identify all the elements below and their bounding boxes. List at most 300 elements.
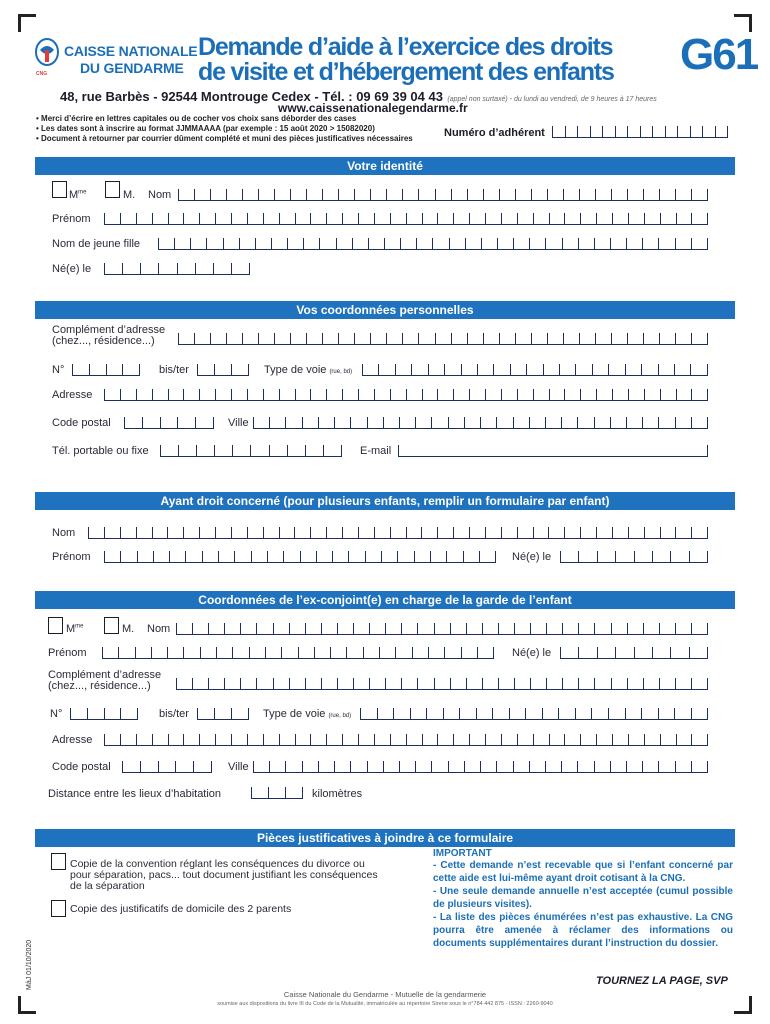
char-cell[interactable] (300, 551, 316, 562)
char-cell[interactable] (612, 389, 628, 400)
char-cell[interactable] (626, 238, 642, 249)
char-cell[interactable] (310, 527, 326, 538)
char-cell[interactable] (627, 678, 643, 689)
char-cell[interactable] (168, 389, 184, 400)
char-cell[interactable] (691, 213, 708, 224)
char-cell[interactable] (461, 364, 477, 375)
birthdate-input[interactable] (104, 263, 250, 275)
char-cell[interactable] (178, 445, 196, 456)
char-cell[interactable] (525, 708, 542, 719)
char-cell[interactable] (549, 389, 565, 400)
char-cell[interactable] (197, 364, 214, 375)
char-cell[interactable] (169, 551, 185, 562)
char-cell[interactable] (594, 623, 610, 634)
char-cell[interactable] (625, 708, 642, 719)
char-cell[interactable] (310, 213, 326, 224)
char-cell[interactable] (634, 551, 652, 562)
char-cell[interactable] (594, 678, 610, 689)
checkbox-mme[interactable] (52, 181, 67, 198)
char-cell[interactable] (226, 333, 242, 344)
child-prenom-input[interactable] (104, 551, 496, 563)
char-cell[interactable] (234, 551, 250, 562)
char-cell[interactable] (594, 417, 610, 428)
char-cell[interactable] (251, 787, 268, 798)
char-cell[interactable] (546, 623, 562, 634)
member-number-input[interactable] (552, 126, 728, 138)
char-cell[interactable] (464, 417, 480, 428)
char-cell[interactable] (295, 389, 311, 400)
char-cell[interactable] (625, 364, 641, 375)
char-cell[interactable] (190, 238, 206, 249)
char-cell[interactable] (406, 734, 422, 745)
char-cell[interactable] (564, 527, 580, 538)
char-cell[interactable] (563, 333, 579, 344)
char-cell[interactable] (177, 417, 195, 428)
char-cell[interactable] (453, 213, 469, 224)
char-cell[interactable] (318, 761, 334, 772)
char-cell[interactable] (517, 389, 533, 400)
char-cell[interactable] (642, 238, 658, 249)
char-cell[interactable] (208, 678, 224, 689)
char-cell[interactable] (515, 189, 531, 200)
char-cell[interactable] (437, 734, 453, 745)
char-cell[interactable] (279, 527, 295, 538)
char-cell[interactable] (477, 364, 493, 375)
char-cell[interactable] (183, 389, 199, 400)
char-cell[interactable] (675, 238, 691, 249)
char-cell[interactable] (702, 126, 715, 137)
char-cell[interactable] (192, 623, 208, 634)
char-cell[interactable] (580, 527, 596, 538)
char-cell[interactable] (353, 623, 369, 634)
char-cell[interactable] (579, 189, 595, 200)
char-cell[interactable] (690, 364, 707, 375)
char-cell[interactable] (122, 263, 140, 274)
char-cell[interactable] (485, 734, 501, 745)
char-cell[interactable] (342, 213, 358, 224)
char-cell[interactable] (334, 417, 350, 428)
char-cell[interactable] (611, 189, 627, 200)
char-cell[interactable] (430, 551, 446, 562)
char-cell[interactable] (451, 333, 467, 344)
char-cell[interactable] (658, 364, 674, 375)
char-cell[interactable] (367, 761, 383, 772)
char-cell[interactable] (590, 126, 603, 137)
char-cell[interactable] (562, 238, 578, 249)
char-cell[interactable] (305, 623, 321, 634)
char-cell[interactable] (626, 761, 642, 772)
char-cell[interactable] (644, 734, 660, 745)
char-cell[interactable] (533, 527, 549, 538)
char-cell[interactable] (418, 189, 434, 200)
char-cell[interactable] (691, 389, 708, 400)
char-cell[interactable] (395, 647, 411, 658)
char-cell[interactable] (231, 389, 247, 400)
char-cell[interactable] (253, 417, 269, 428)
char-cell[interactable] (269, 761, 285, 772)
char-cell[interactable] (461, 647, 477, 658)
char-cell[interactable] (240, 678, 256, 689)
char-cell[interactable] (177, 263, 195, 274)
char-cell[interactable] (231, 527, 247, 538)
char-cell[interactable] (549, 213, 565, 224)
char-cell[interactable] (401, 678, 417, 689)
char-cell[interactable] (263, 527, 279, 538)
char-cell[interactable] (199, 527, 215, 538)
char-cell[interactable] (153, 551, 169, 562)
char-cell[interactable] (183, 213, 199, 224)
char-cell[interactable] (660, 527, 676, 538)
char-cell[interactable] (422, 389, 438, 400)
char-cell[interactable] (634, 647, 652, 658)
char-cell[interactable] (122, 364, 140, 375)
char-cell[interactable] (628, 734, 644, 745)
char-cell[interactable] (231, 213, 247, 224)
char-cell[interactable] (390, 734, 406, 745)
child-birthdate-input[interactable] (560, 551, 708, 563)
char-cell[interactable] (450, 623, 466, 634)
char-cell[interactable] (342, 734, 358, 745)
char-cell[interactable] (615, 647, 633, 658)
char-cell[interactable] (483, 333, 499, 344)
char-cell[interactable] (514, 678, 530, 689)
char-cell[interactable] (274, 189, 290, 200)
char-cell[interactable] (628, 389, 644, 400)
char-cell[interactable] (564, 213, 580, 224)
char-cell[interactable] (353, 678, 369, 689)
char-cell[interactable] (168, 213, 184, 224)
char-cell[interactable] (689, 647, 708, 658)
char-cell[interactable] (481, 238, 497, 249)
char-cell[interactable] (350, 417, 366, 428)
char-cell[interactable] (240, 623, 256, 634)
char-cell[interactable] (578, 623, 594, 634)
char-cell[interactable] (306, 333, 322, 344)
char-cell[interactable] (192, 678, 208, 689)
char-cell[interactable] (547, 189, 563, 200)
char-cell[interactable] (374, 527, 390, 538)
char-cell[interactable] (120, 389, 136, 400)
char-cell[interactable] (450, 678, 466, 689)
ex-numero-input[interactable] (70, 708, 138, 720)
char-cell[interactable] (342, 389, 358, 400)
char-cell[interactable] (410, 708, 427, 719)
char-cell[interactable] (643, 333, 659, 344)
char-cell[interactable] (256, 678, 272, 689)
char-cell[interactable] (136, 734, 152, 745)
char-cell[interactable] (444, 364, 460, 375)
char-cell[interactable] (383, 417, 399, 428)
char-cell[interactable] (218, 551, 234, 562)
char-cell[interactable] (563, 189, 579, 200)
char-cell[interactable] (258, 189, 274, 200)
char-cell[interactable] (242, 333, 258, 344)
char-cell[interactable] (383, 761, 399, 772)
char-cell[interactable] (87, 708, 104, 719)
char-cell[interactable] (152, 389, 168, 400)
char-cell[interactable] (531, 189, 547, 200)
char-cell[interactable] (652, 551, 670, 562)
char-cell[interactable] (273, 678, 289, 689)
char-cell[interactable] (302, 417, 318, 428)
char-cell[interactable] (104, 708, 121, 719)
char-cell[interactable] (715, 126, 729, 137)
char-cell[interactable] (431, 417, 447, 428)
char-cell[interactable] (104, 527, 120, 538)
char-cell[interactable] (560, 647, 578, 658)
char-cell[interactable] (659, 623, 675, 634)
char-cell[interactable] (342, 527, 358, 538)
char-cell[interactable] (562, 623, 578, 634)
char-cell[interactable] (102, 647, 118, 658)
char-cell[interactable] (577, 126, 590, 137)
char-cell[interactable] (160, 417, 178, 428)
ex-nom-input[interactable] (176, 623, 708, 635)
char-cell[interactable] (279, 389, 295, 400)
char-cell[interactable] (448, 417, 464, 428)
char-cell[interactable] (263, 389, 279, 400)
char-cell[interactable] (369, 623, 385, 634)
char-cell[interactable] (374, 734, 390, 745)
char-cell[interactable] (178, 333, 194, 344)
char-cell[interactable] (194, 333, 210, 344)
char-cell[interactable] (314, 647, 330, 658)
char-cell[interactable] (253, 761, 269, 772)
char-cell[interactable] (545, 238, 561, 249)
char-cell[interactable] (216, 647, 232, 658)
char-cell[interactable] (210, 189, 226, 200)
char-cell[interactable] (533, 734, 549, 745)
char-cell[interactable] (580, 389, 596, 400)
char-cell[interactable] (287, 445, 305, 456)
char-cell[interactable] (251, 551, 267, 562)
char-cell[interactable] (193, 761, 212, 772)
char-cell[interactable] (421, 527, 437, 538)
char-cell[interactable] (269, 417, 285, 428)
char-cell[interactable] (338, 189, 354, 200)
char-cell[interactable] (176, 678, 192, 689)
char-cell[interactable] (437, 527, 453, 538)
char-cell[interactable] (294, 527, 310, 538)
char-cell[interactable] (289, 678, 305, 689)
char-cell[interactable] (70, 708, 87, 719)
char-cell[interactable] (501, 213, 517, 224)
char-cell[interactable] (232, 445, 250, 456)
char-cell[interactable] (104, 551, 120, 562)
char-cell[interactable] (330, 647, 346, 658)
char-cell[interactable] (323, 445, 342, 456)
char-cell[interactable] (675, 678, 691, 689)
ville-input[interactable] (253, 417, 708, 429)
char-cell[interactable] (660, 389, 676, 400)
char-cell[interactable] (104, 263, 122, 274)
char-cell[interactable] (310, 389, 326, 400)
char-cell[interactable] (479, 551, 496, 562)
char-cell[interactable] (610, 417, 626, 428)
char-cell[interactable] (195, 263, 213, 274)
char-cell[interactable] (140, 761, 158, 772)
checkbox-ex-m[interactable] (104, 617, 119, 634)
char-cell[interactable] (660, 213, 676, 224)
checkbox-convention[interactable] (51, 853, 66, 870)
char-cell[interactable] (641, 364, 657, 375)
char-cell[interactable] (689, 551, 708, 562)
char-cell[interactable] (352, 238, 368, 249)
char-cell[interactable] (464, 761, 480, 772)
char-cell[interactable] (316, 551, 332, 562)
char-cell[interactable] (642, 417, 658, 428)
char-cell[interactable] (303, 238, 319, 249)
char-cell[interactable] (158, 263, 176, 274)
char-cell[interactable] (183, 734, 199, 745)
char-cell[interactable] (596, 734, 612, 745)
char-cell[interactable] (402, 333, 418, 344)
char-cell[interactable] (224, 623, 240, 634)
complement-input[interactable] (178, 333, 708, 345)
char-cell[interactable] (178, 189, 194, 200)
char-cell[interactable] (578, 238, 594, 249)
char-cell[interactable] (517, 213, 533, 224)
checkbox-domicile[interactable] (51, 900, 66, 917)
char-cell[interactable] (124, 417, 142, 428)
char-cell[interactable] (381, 551, 397, 562)
char-cell[interactable] (579, 333, 595, 344)
char-cell[interactable] (513, 417, 529, 428)
char-cell[interactable] (658, 708, 675, 719)
char-cell[interactable] (183, 527, 199, 538)
char-cell[interactable] (497, 238, 513, 249)
char-cell[interactable] (533, 213, 549, 224)
char-cell[interactable] (362, 364, 378, 375)
char-cell[interactable] (675, 417, 691, 428)
char-cell[interactable] (565, 126, 578, 137)
char-cell[interactable] (652, 126, 665, 137)
char-cell[interactable] (319, 238, 335, 249)
numero-input[interactable] (72, 364, 140, 376)
char-cell[interactable] (247, 734, 263, 745)
char-cell[interactable] (196, 445, 214, 456)
char-cell[interactable] (250, 445, 268, 456)
char-cell[interactable] (434, 623, 450, 634)
char-cell[interactable] (305, 445, 323, 456)
char-cell[interactable] (390, 389, 406, 400)
char-cell[interactable] (214, 364, 231, 375)
tel-input[interactable] (160, 445, 342, 457)
char-cell[interactable] (321, 678, 337, 689)
char-cell[interactable] (285, 761, 301, 772)
char-cell[interactable] (326, 734, 342, 745)
char-cell[interactable] (200, 647, 216, 658)
ex-bis-ter-input[interactable] (197, 708, 249, 720)
char-cell[interactable] (415, 761, 431, 772)
char-cell[interactable] (321, 623, 337, 634)
char-cell[interactable] (675, 333, 691, 344)
char-cell[interactable] (267, 551, 283, 562)
char-cell[interactable] (627, 126, 640, 137)
char-cell[interactable] (279, 734, 295, 745)
char-cell[interactable] (268, 787, 285, 798)
char-cell[interactable] (231, 364, 249, 375)
char-cell[interactable] (640, 126, 653, 137)
char-cell[interactable] (644, 527, 660, 538)
char-cell[interactable] (337, 678, 353, 689)
char-cell[interactable] (215, 213, 231, 224)
char-cell[interactable] (691, 333, 708, 344)
char-cell[interactable] (469, 734, 485, 745)
char-cell[interactable] (295, 213, 311, 224)
ex-ville-input[interactable] (253, 761, 708, 773)
char-cell[interactable] (580, 213, 596, 224)
char-cell[interactable] (199, 213, 215, 224)
distance-input[interactable] (251, 787, 303, 799)
char-cell[interactable] (675, 189, 691, 200)
char-cell[interactable] (414, 551, 430, 562)
char-cell[interactable] (691, 708, 709, 719)
char-cell[interactable] (332, 551, 348, 562)
char-cell[interactable] (88, 527, 104, 538)
char-cell[interactable] (136, 213, 152, 224)
char-cell[interactable] (415, 417, 431, 428)
char-cell[interactable] (626, 417, 642, 428)
char-cell[interactable] (643, 189, 659, 200)
char-cell[interactable] (496, 761, 512, 772)
char-cell[interactable] (670, 647, 688, 658)
char-cell[interactable] (501, 527, 517, 538)
char-cell[interactable] (142, 417, 160, 428)
char-cell[interactable] (152, 527, 168, 538)
char-cell[interactable] (137, 551, 153, 562)
char-cell[interactable] (545, 761, 561, 772)
char-cell[interactable] (501, 734, 517, 745)
char-cell[interactable] (652, 647, 670, 658)
char-cell[interactable] (517, 734, 533, 745)
char-cell[interactable] (578, 647, 596, 658)
checkbox-ex-mme[interactable] (48, 617, 63, 634)
char-cell[interactable] (370, 189, 386, 200)
char-cell[interactable] (643, 623, 659, 634)
char-cell[interactable] (106, 364, 123, 375)
char-cell[interactable] (577, 417, 593, 428)
char-cell[interactable] (152, 213, 168, 224)
char-cell[interactable] (578, 551, 596, 562)
char-cell[interactable] (529, 238, 545, 249)
char-cell[interactable] (643, 678, 659, 689)
char-cell[interactable] (628, 213, 644, 224)
checkbox-m[interactable] (105, 181, 120, 198)
char-cell[interactable] (367, 417, 383, 428)
adresse-input[interactable] (104, 389, 708, 401)
char-cell[interactable] (377, 708, 394, 719)
char-cell[interactable] (231, 734, 247, 745)
char-cell[interactable] (480, 417, 496, 428)
char-cell[interactable] (363, 647, 379, 658)
website-link[interactable]: www.caissenationalegendarme.fr (278, 101, 468, 115)
char-cell[interactable] (608, 708, 625, 719)
char-cell[interactable] (422, 213, 438, 224)
char-cell[interactable] (453, 734, 469, 745)
char-cell[interactable] (242, 189, 258, 200)
char-cell[interactable] (659, 333, 675, 344)
char-cell[interactable] (239, 238, 255, 249)
char-cell[interactable] (595, 333, 611, 344)
char-cell[interactable] (428, 364, 444, 375)
char-cell[interactable] (611, 623, 627, 634)
char-cell[interactable] (402, 189, 418, 200)
char-cell[interactable] (658, 238, 674, 249)
char-cell[interactable] (199, 389, 215, 400)
char-cell[interactable] (612, 527, 628, 538)
char-cell[interactable] (386, 333, 402, 344)
